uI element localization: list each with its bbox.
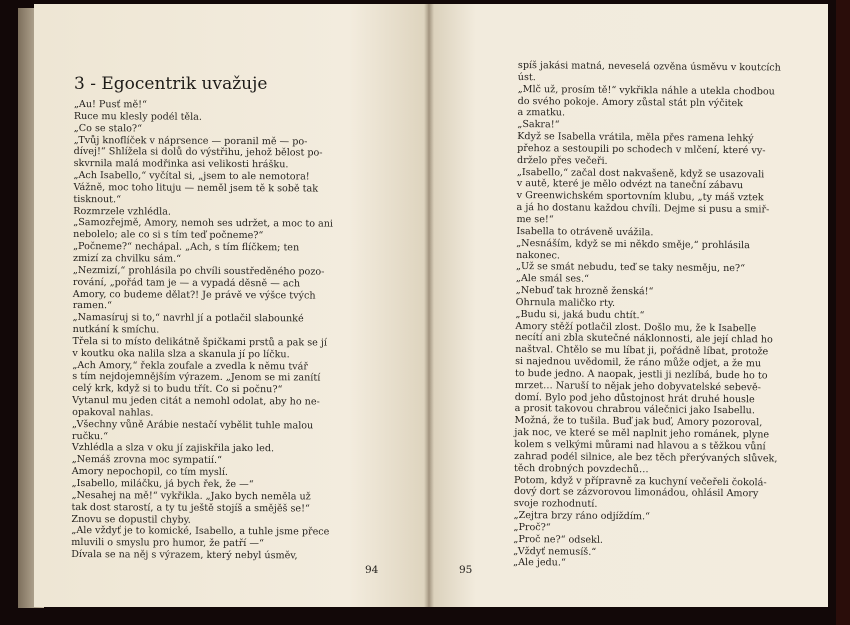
text-line: a zmatku.	[517, 107, 566, 119]
text-line: skvrnila malá modřinka asi velikosti hrášku.	[73, 158, 289, 171]
text-line: a prosit takovou chrabrou válečnici jako Isabellu.	[514, 403, 755, 417]
text-line: dívej!“ Shlížela si dolů do výstřihu, jehož bělost po-	[73, 146, 323, 159]
text-line: kolem s velkými můrami nad hlavou a s těžkou vůní	[514, 438, 766, 453]
text-line: „Ale vždyť je to komické, Isabello, a tuhle jsme přece	[71, 525, 330, 538]
text-line: mluvili o smyslu pro humor, že patří —“	[71, 537, 264, 550]
text-line: „Všechny vůně Arábie nestačí vybělit tuhle malou	[71, 418, 314, 432]
text-line: „Nesahej na mě!“ vykřikla. „Jako bych neměla už	[71, 489, 311, 503]
text-line: „Nezmizí,“ prohlásila po chvíli soustředěného pozo-	[72, 264, 325, 278]
text-line: Ruce mu klesly podél těla.	[73, 110, 203, 123]
text-line: celý krk, když si to budu třít. Co si počnu?“	[72, 383, 283, 396]
text-line: opakoval nahlas.	[72, 406, 154, 419]
text-line: zahrad podél silnice, ale bez těch přerývaných slůvek,	[514, 450, 778, 465]
text-line: těch drobných povzdechů…	[514, 462, 649, 475]
text-line: „Namasíruj si to,“ navrhl jí a potlačil slabounké	[72, 312, 304, 325]
text-line: me se!“	[516, 213, 554, 226]
text-line: „Počneme?“ nechápal. „Ach, s tím flíčkem; ten	[73, 241, 300, 254]
text-line: „Isabello, miláčku, já bych řek, že —“	[71, 477, 254, 491]
text-line: necítí ani zbla skutečné náklonnosti, ale její chlad ho	[515, 332, 773, 346]
text-line: „Nemáš zrovna moc sympatií.“	[71, 454, 222, 467]
right-page-text	[513, 60, 781, 572]
text-line: mrzet… Naruší to nějak jeho dobyvatelské sebevě-	[514, 379, 761, 394]
text-line: a já ho dostanu každou chvíli. Dejme si pusu a smiř-	[516, 202, 770, 216]
text-line: Třela si to místo delikátně špičkami prstů a pak se jí	[72, 335, 327, 349]
text-line: do svého pokoje. Amory zůstal stát pln výčitek	[517, 95, 744, 109]
text-line: Vážně, moc toho lituju — neměl jsem tě k sobě tak	[73, 181, 319, 195]
text-line: „Mlč už, prosím tě!“ vykřikla náhle a utekla chodbou	[517, 83, 775, 98]
text-line: nebolelo; ale co si s tím teď počneme?“	[73, 229, 264, 242]
text-line: v koutku oka nalila slza a skanula jí po líčku.	[72, 347, 290, 361]
text-line: „Samozřejmě, Amory, nemoh ses udržet, a moc to ani	[73, 217, 334, 231]
text-line: nakonec.	[516, 249, 560, 261]
chapter-title: 3 - Egocentrik uvažuje	[74, 74, 268, 94]
text-line: spíš jakási matná, neveselá ozvěna úsměvu v koutcích	[517, 60, 781, 74]
text-line: zmizí za chvilku sám.“	[72, 252, 182, 265]
text-line: „Nebuď tak hrozně ženská!“	[515, 285, 654, 298]
text-line: si najednou uvědomil, že ráno může odjet, a že mu	[515, 356, 762, 370]
text-line: ramen.“	[72, 300, 112, 312]
text-line: Rozmrzele vzhlédla.	[73, 205, 172, 218]
text-line: přehoz a sestoupili po schodech v mlčení, které vy-	[517, 142, 766, 157]
text-line: jak noc, ve které se měl naplnit jeho románek, plyne	[514, 427, 770, 441]
text-line: Ohrnula maličko rty.	[515, 296, 616, 309]
text-line: Amory, co budeme dělat?! Je právě ve výšce tvých	[72, 288, 316, 301]
text-line: „Nesnáším, když se mi někdo směje,“ prohlásila	[516, 237, 750, 251]
text-line: Dívala se na něj s výrazem, který nebyl úsměv,	[71, 549, 298, 562]
text-line: „Budu si, jaká budu chtít.“	[515, 308, 645, 321]
text-line: „Ale smál ses.“	[515, 273, 589, 285]
left-page	[34, 4, 428, 607]
text-line: „Isabello,“ začal dost nakvašeně, když se usazovali	[516, 166, 765, 180]
text-line: nutkání k smíchu.	[72, 324, 160, 336]
text-line: „Proč ne?“ odsekl.	[513, 533, 604, 546]
text-line: tisknout.“	[73, 193, 122, 206]
page-number-right: 95	[459, 564, 473, 576]
text-line: dový dort se zázvorovou limonádou, ohlásil Amory	[513, 486, 759, 500]
text-line: ručku.“	[71, 430, 109, 442]
text-line: „Tvůj knoflíček v náprsence — poranil mě — po-	[73, 134, 308, 147]
text-line: „Ach Amory,“ řekla zoufale a zvedla k němu tvář	[72, 359, 308, 372]
text-line: v autě, které je mělo odvézt na taneční zábavu	[516, 178, 744, 192]
text-line: Isabella to otráveně uvážila.	[516, 225, 654, 239]
text-line: domí. Bylo pod jeho důstojnost hrát druhé housle	[514, 391, 755, 405]
text-line: „Ach Isabello,“ vyčítal si, „jsem to ale nemotora!	[73, 170, 310, 183]
text-line: naštval. Chtělo se mu líbat ji, pořádně líbat, protože	[515, 344, 769, 358]
text-line: „Vždyť nemusíš.“	[513, 545, 597, 558]
text-line: „Ale jedu.“	[513, 557, 566, 569]
text-line: tak dost starostí, a ty tu ještě stojíš a smějěš se!“	[71, 501, 310, 515]
text-line: s tím nejdojemnějším výrazem. „Jenom se mi zanítí	[72, 371, 321, 384]
open-book	[18, 0, 838, 615]
text-line: „Proč?“	[513, 521, 551, 534]
page-number-left: 94	[365, 564, 379, 576]
text-line: drželo přes večeři.	[516, 154, 608, 167]
text-line: svoje rozhodnutí.	[513, 498, 598, 511]
text-line: „Au! Pusť mě!“	[73, 99, 147, 111]
text-line: Amory stěží potlačil zlost. Došlo mu, že k Isabelle	[515, 320, 757, 334]
text-line: Potom, když v přípravně za kuchyní večeřeli čokolá-	[513, 474, 767, 488]
text-line: Znovu se dopustil chyby.	[71, 513, 191, 526]
text-line: v Greenwichském sportovním klubu, „ty máš vztek	[516, 190, 764, 204]
text-line: úst.	[517, 71, 536, 84]
text-line: „Zejtra brzy ráno odjíždím.“	[513, 510, 651, 523]
text-line: Amory nepochopil, co tím myslí.	[71, 466, 228, 479]
text-line: „Už se smát nebudu, teď se taky nesměju, ne?“	[515, 261, 746, 275]
text-line: „Co se stalo?“	[73, 122, 143, 135]
left-page-text	[71, 99, 334, 562]
text-line: rování, „pořád tam je — a vypadá děsně — ach	[72, 276, 301, 290]
background-edge	[836, 0, 850, 625]
text-line: „Sakra!“	[517, 119, 560, 131]
text-line: to bude jedno. A naopak, jestli ji nezlíbá, bude ho to	[514, 367, 768, 382]
text-line: Možná, že to tušila. Buď jak buď, Amory pozoroval,	[514, 415, 763, 429]
book-gutter	[424, 4, 434, 607]
right-page	[428, 4, 828, 607]
text-line: Vytanul mu jeden citát a nemohl odolat, aby ho ne-	[72, 395, 320, 408]
text-line: Když se Isabella vrátila, měla přes ramena lehký	[517, 131, 754, 145]
text-line: Vzhlédla a slza v oku jí zajiskřila jako led.	[71, 442, 275, 455]
